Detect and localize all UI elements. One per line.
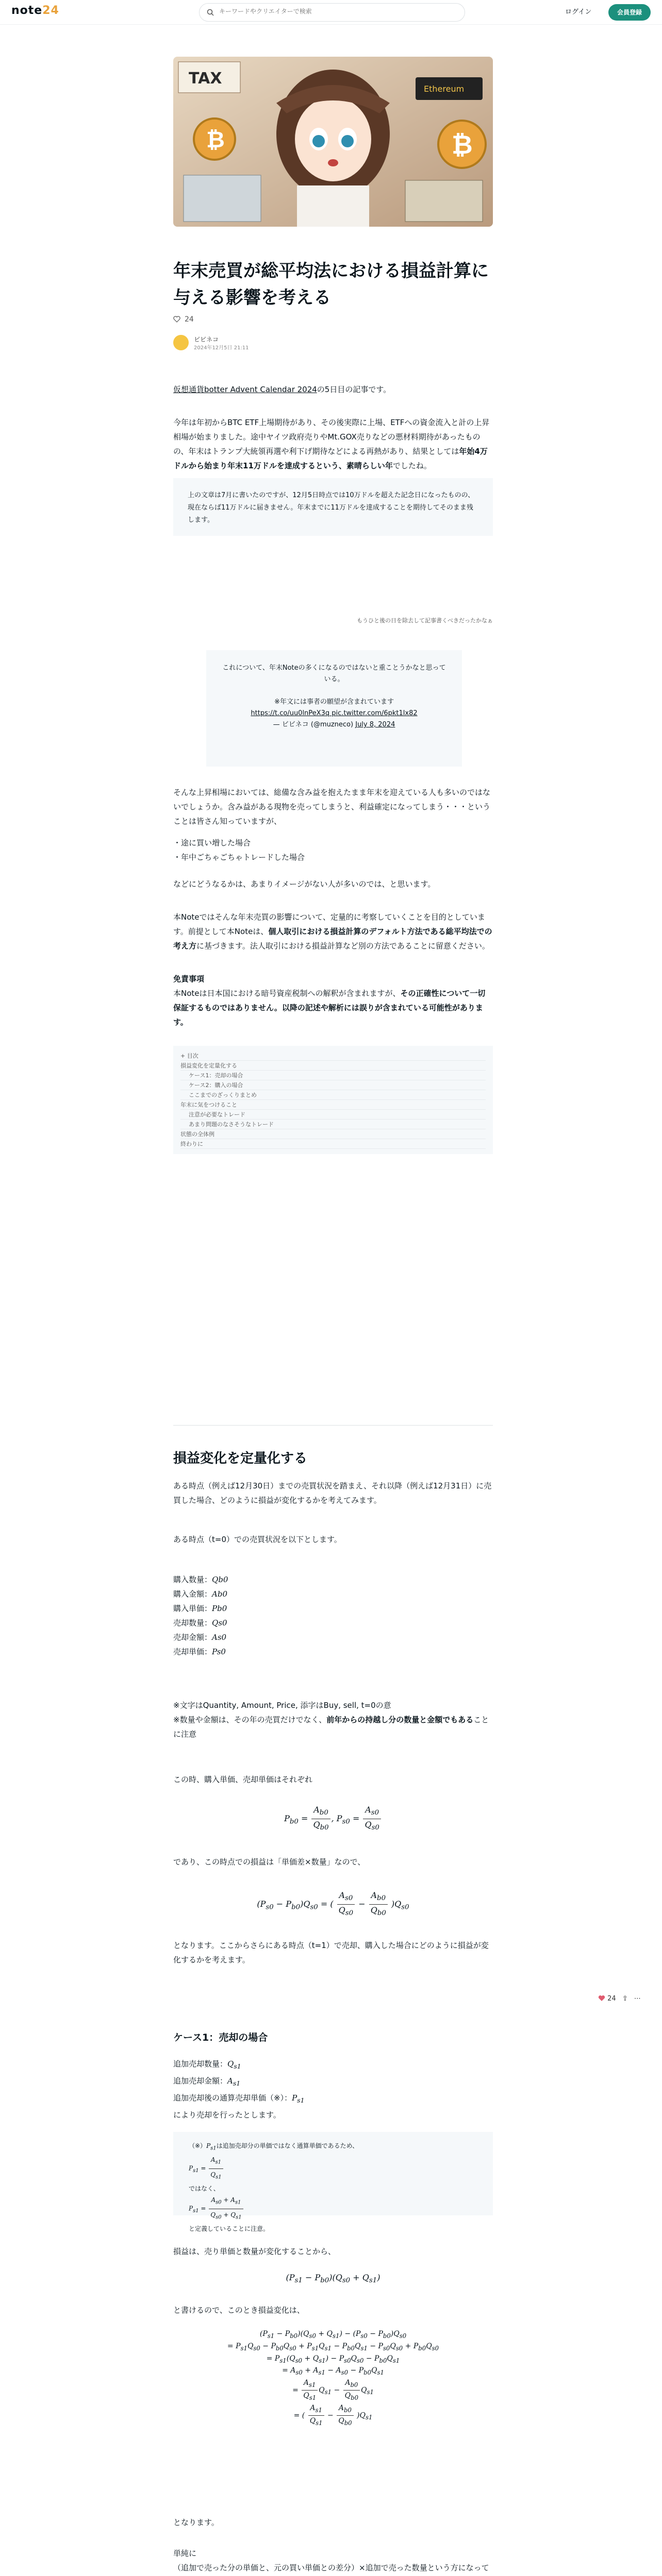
paragraph: となります。ここからさらにある時点（t=1）で売却、購入した場合にどのように損益が変化するかを考えます。 (173, 1941, 489, 1964)
tweet-text: これについて、年末Noteの多くになるのではないと重ことうかなと思っている。 (222, 664, 446, 683)
variable-item: 売却単価：Ps0 (173, 1647, 226, 1656)
paragraph: ある時点（例えば12月30日）までの売買状況を踏まえ、それ以降（例えば12月31日）に売買した場合、どのように損益が変化するかを考えてみます。 (173, 1481, 492, 1505)
svg-text:Ethereum: Ethereum (424, 84, 465, 94)
divider (173, 1425, 493, 1426)
paragraph: となります。 (173, 2518, 219, 2527)
toc-header[interactable]: + 目次 (180, 1051, 486, 1061)
variable-item: 購入単価：Pb0 (173, 1604, 227, 1613)
variable-item: 購入数量：Qb0 (173, 1575, 228, 1584)
paragraph: と書けるので、このとき損益変化は、 (173, 2306, 305, 2315)
svg-text:₿: ₿ (206, 127, 225, 153)
list-item: ・年中ごちゃごちゃトレードした場合 (173, 853, 305, 862)
paragraph-1: 今年は年初からBTC ETF上場期待があり、その後実際に上場、ETFへの資金流入と計の上昇相場が始まりました。途中ヤイツ政府売りやMt.GOX売りなどの悪材料期待があったものの、年末はトランプ大統領再選や利下げ期待などによる再熱があり、結果としては年始4万ドルから始まり年末11万ドルを達成するという、素晴らしい年でしたね。 (173, 418, 490, 470)
share-icon[interactable]: ⇪ (622, 1995, 628, 2003)
formula-derivation: $(P_{s1} - P_{b0})(Q_{s0} + Q_{s1}) - (P_{s0} - P_{b0})Q_{s0}$ = $P_{s1}Q_{s0} - P_{b0}Q_{s0} + P_{s1}Q_{s1} - P_{b0}Q_{s1} - P_{s0}Q_{s0} + P_{b0}Q_{s0}$ = $P_{s1}(Q_{s0} + Q_{s1}) - P_{s0}Q_{s0} - P_{b0}Q_{s1}$ = $A_{s0} + A_{s1} - A_{s0} - P_{b0}Q_{s1}$ = $\frac{A_{s1}}{Q_{s1}}$ $Q_{s1}$ − $\frac{A_{b0}}{Q_{b0}}$ $Q_{s1}$ = ( $\frac{A_{s1}}{Q_{s1}}$ − $\frac{A_{b0}}{Q_{b0}}$ )$Q_{s1}$ (227, 2330, 439, 2427)
toc-item[interactable]: 年末に気をつけること (180, 1100, 486, 1110)
toc-item[interactable]: ここまでのざっくりまとめ (180, 1090, 486, 1100)
variable-item: 購入金額：Ab0 (173, 1589, 227, 1599)
paragraph-3: などにどうなるかは、あまりイメージがない人が多いのでは、と思います。 (173, 879, 436, 889)
site-logo[interactable]: note24 (11, 4, 59, 17)
search-input[interactable] (219, 8, 456, 15)
heart-icon (598, 1995, 605, 2002)
table-of-contents (173, 1046, 493, 1154)
tweet-note: ※年文には事者の願望が含まれています (274, 698, 394, 706)
paragraph: であり、この時点での損益は「単価差×数量」なので、 (173, 1857, 366, 1867)
tweet-embed (206, 650, 462, 767)
formula-pnl: $(P_{s0} - P_{b0})Q_{s0}$ = ( $\frac{A_{s0}}{Q_{s0}}$ − $\frac{A_{b0}}{Q_{b0}}$ )$Q_{s0}$ (257, 1890, 409, 1918)
paragraph-2: そんな上昇相場においては、総備な含み益を抱えたまま年末を迎えている人も多いのではないでしょうか。含み益がある現物を売ってしまうと、利益確定になってしまう・・・ということは皆さん知っていますが、 (173, 788, 491, 826)
paragraph: 損益は、売り単価と数量が変化することから、 (173, 2247, 336, 2256)
paragraph: この時、購入単価、売却単価はそれぞれ (173, 1775, 313, 1784)
author-name[interactable]: ビビネコ (194, 336, 219, 343)
hero-image (173, 57, 493, 227)
site-header (0, 0, 662, 25)
signup-button[interactable]: 会員登録 (608, 4, 651, 21)
more-icon[interactable]: ⋯ (634, 1995, 641, 2003)
note: ※文字はQuantity, Amount, Price, 添字はBuy, sell, t=0の意 (173, 1701, 391, 1710)
toc-item[interactable]: 注意が必要なトレード (180, 1110, 486, 1120)
variable-list (173, 1572, 493, 1659)
variable-item: 売却数量：Qs0 (173, 1618, 227, 1628)
paragraph: 単純に （追加で売った分の単価と、元の買い単価との差分）×追加で売った数量という方になって (173, 2549, 489, 2572)
toc-item[interactable]: 損益変化を定量化する (180, 1061, 486, 1071)
formula: $(P_{s1} - P_{b0})(Q_{s0} + Q_{s1})$ (286, 2273, 380, 2285)
paragraph: ある時点（t=0）での売買状況を以下とします。 (173, 1535, 342, 1544)
formula-unit-price: $P_{b0}$ = $\frac{A_{b0}}{Q_{b0}}$ , $P_{s0}$ = $\frac{A_{s0}}{Q_{s0}}$ (173, 1804, 493, 1834)
note: ※数量や金額は、その年の売買だけでなく、前年からの持越し分の数量と金額でもあることに注意 (173, 1715, 489, 1739)
search-box[interactable] (199, 3, 465, 22)
quote-block: 上の文章は7月に書いたのですが、12月5日時点では10万ドルを超えた記念日になったものの、現在ならば11万ドルに届きません。年末までに11万ドルを達成することを期待してそのまま残します。 (173, 478, 493, 536)
toc-item[interactable]: ケース1：売却の場合 (180, 1071, 486, 1080)
side-like-action[interactable]: 24 ⇪ ⋯ (598, 1995, 641, 2003)
svg-text:₿: ₿ (452, 130, 473, 160)
intro-paragraph: 仮想通貨botter Advent Calendar 2024の5日目の記事です。 (173, 385, 391, 394)
article-title: 年末売買が総平均法における損益計算に与える影響を考える (173, 261, 489, 308)
notice-title: 免責事項 (173, 974, 205, 984)
case-heading: ケース1：売却の場合 (173, 2032, 268, 2043)
login-link[interactable]: ログイン (565, 8, 592, 16)
toc-item[interactable]: 終わりに (180, 1139, 486, 1149)
search-icon (207, 9, 214, 16)
advent-calendar-link[interactable]: 仮想通貨botter Advent Calendar 2024 (173, 385, 317, 394)
notice-body: 本Noteは日本国における暗号資産税制への解釈が含まれますが、その正確性について一切保証するものではありません。以降の記述や解析には誤りが含まれている可能性があります。 (173, 989, 486, 1027)
toc-item[interactable]: ケース2：購入の場合 (180, 1080, 486, 1090)
section-heading: 損益変化を定量化する (173, 1451, 308, 1466)
case-vars: 追加売却数量：$Q_{s1}$ 追加売却金額：$A_{s1}$ 追加売却後の通算売却単価（※）：$P_{s1}$ により売却を行ったとします。 (173, 2059, 305, 2120)
svg-text:TAX: TAX (189, 70, 222, 88)
variable-item: 売却金額：As0 (173, 1633, 227, 1642)
tweet-date[interactable]: July 8, 2024 (355, 721, 395, 728)
list-item: ・途に買い増した場合 (173, 838, 251, 848)
post-date: 2024年12月5日 21:11 (194, 345, 249, 351)
quote-note: もうひと後の日を除去して記事書くべきだったかなぁ (357, 617, 493, 624)
heart-icon (173, 316, 180, 323)
avatar[interactable] (173, 335, 189, 350)
paragraph-4: 本Noteではそんな年末売買の影響について、定量的に考察していくことを目的としています。前提として本Noteは、個人取引における損益計算のデフォルト方法である総平均法での考え方に基づきます。法人取引における損益計算など別の方法であることに留意ください。 (173, 912, 492, 951)
tweet-author: — ビビネコ (@muzneco) (273, 721, 354, 728)
like-count[interactable]: 24 (173, 315, 194, 324)
toc-item[interactable]: 状態の全体例 (180, 1129, 486, 1139)
formula-note-box: $(※)P_{s1}$は追加売却分の単価ではなく通算単価であるため、 $P_{s1}$ = $\frac{A_{s1}}{Q_{s1}}$ ではなく、 $P_{s1}$ = $\frac{A_{s0} + A_{s1}}{Q_{s0} + Q_{s1}}$ と定義していることに注意。 (173, 2132, 493, 2215)
toc-item[interactable]: あまり問題のなさそうなトレード (180, 1120, 486, 1129)
tweet-link[interactable]: https://t.co/uu0lnPeX3q pic.twitter.com/6pkt1lx82 (251, 709, 418, 717)
